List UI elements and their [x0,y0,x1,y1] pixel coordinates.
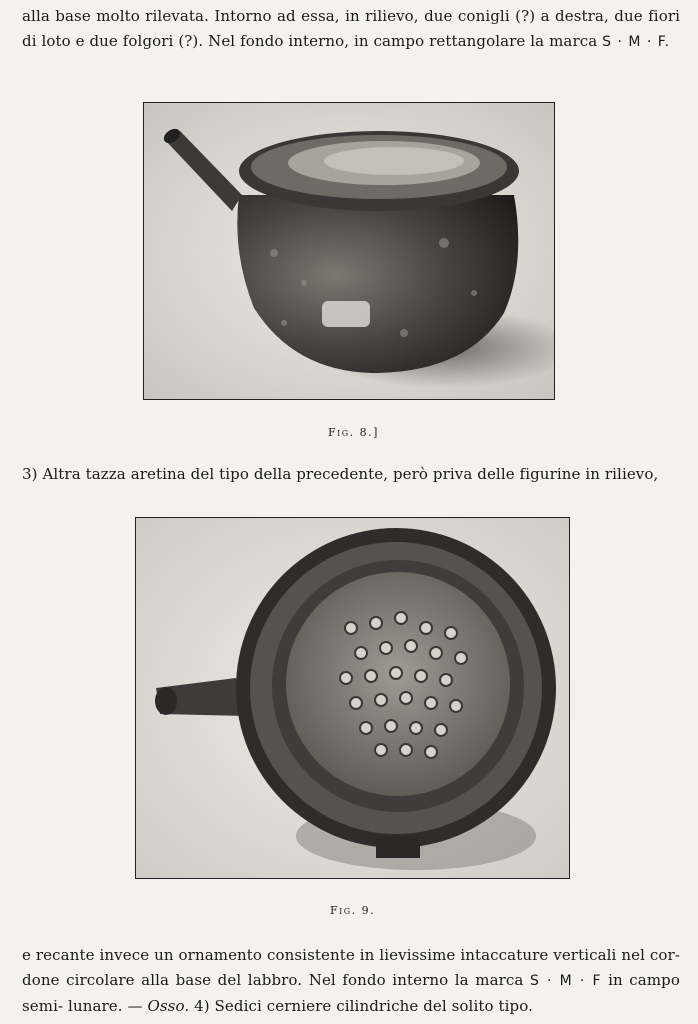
para-mid-text: 3) Altra tazza aretina del tipo della precedente, però priva delle figurine in rilievo, [22,465,659,483]
perforation-hole [365,670,377,682]
section-heading-osso: Osso. [147,997,190,1015]
perforation-hole [435,724,447,736]
perforation-hole [405,640,417,652]
cup-top-view-image [136,518,569,878]
perforation-hole [425,697,437,709]
paragraph-top [22,4,680,55]
perforation-hole [390,667,402,679]
figure-8-caption: Fig. 8.] [328,426,379,439]
perforation-hole [370,617,382,629]
perforation-hole [340,672,352,684]
perforation-hole [385,720,397,732]
perforation-hole [455,652,467,664]
perforation-hole [445,627,457,639]
para-bottom-line-2b: in campo semi- [22,971,680,1015]
perforation-hole [410,722,422,734]
perforation-hole [350,697,362,709]
figure-9-photo [135,517,570,879]
maker-mark: S · M · F. [602,34,671,50]
perforation-hole [430,647,442,659]
paragraph-bottom [22,943,680,1019]
para-top-line-1: alla base molto rilevata. Intorno ad essa, in rilievo, due conigli (?) a destra, due [22,7,643,25]
cup-side-view-image [144,103,554,399]
para-bottom-line-3a: lunare. — [68,997,143,1015]
perforation-hole [425,746,437,758]
perforation-hole [400,692,412,704]
perforation-hole [395,612,407,624]
figure-9-caption: Fig. 9. [330,904,376,917]
figure-8-photo [143,102,555,400]
perforation-hole [375,744,387,756]
perforation-hole [380,642,392,654]
perforation-hole [360,722,372,734]
perforation-hole [400,744,412,756]
para-bottom-line-1: e recante invece un ornamento consistente in lievissime intaccature verticali nel cor- [22,946,680,964]
perforation-hole [355,647,367,659]
perforation-hole [375,694,387,706]
perforation-hole [420,622,432,634]
perforation-hole [440,674,452,686]
perforation-hole [345,622,357,634]
para-bottom-line-3b: 4) Sedici cerniere cilindriche del solito tipo. [194,997,533,1015]
maker-mark-2: S · M · F [530,973,602,989]
perforation-hole [450,700,462,712]
perforation-hole [415,670,427,682]
paragraph-middle [22,462,680,487]
para-bottom-line-2: done circolare alla base del labbro. Nel fondo interno la marca [22,971,524,989]
para-top-line-2: fiori di loto e due folgori (?). Nel fondo interno, in campo rettangolare la marca [22,7,680,50]
